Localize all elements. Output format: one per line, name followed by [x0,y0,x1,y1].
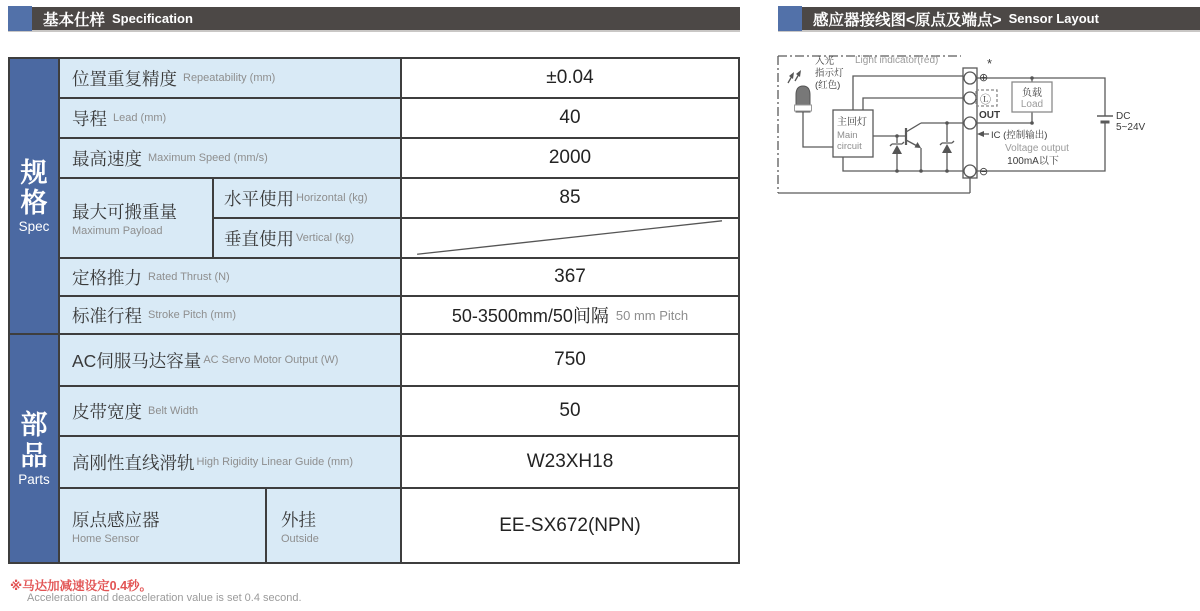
spec-header [8,7,740,32]
row-max-speed-value [400,137,740,179]
label-en: Stroke Pitch (mm) [148,309,237,321]
label-zh: AC伺服马达容量 [72,350,202,371]
row-payload-horizontal-label [212,177,402,219]
label-zh: 位置重复精度 [72,68,177,89]
row-payload-vertical-label [212,217,402,259]
value-text: 367 [554,266,586,287]
section-spec-label-en: Spec [18,219,50,235]
transistor-collector [906,123,921,132]
minus-rail [843,157,964,171]
value-text: 50 [559,400,581,421]
label-zh: 高刚性直线滑轨 [72,452,195,473]
footnote-zh: ※马达加减速设定0.4秒。 [10,579,153,593]
load-label-zh: 负载 [1022,88,1042,99]
section-parts-label-en: Parts [18,471,50,487]
terminal-out-circle [964,117,976,129]
sensor-header-title-zh: 感应器接线图<原点及端点> [813,11,1002,29]
row-servo-output-label [58,333,402,387]
current-limit-label: 100mA以下 [1007,156,1059,167]
value-text: 40 [559,107,581,128]
not-applicable-diagonal [402,219,738,257]
row-home-sensor-value [400,487,740,564]
row-stroke-pitch-value [400,295,740,335]
terminal-plus-circle [964,72,976,84]
value-text: 50-3500mm/50间隔 [451,306,609,326]
label-zh: 标准行程 [72,305,142,326]
label-en: Lead (mm) [113,112,167,124]
label-zh: 原点感应器 [72,509,160,530]
row-belt-width-label [58,385,402,437]
zener2-triangle [942,144,952,153]
row-max-speed-label [58,137,402,179]
dc-voltage-label: 5~24V [1116,122,1146,133]
spec-header-title-zh: 基本仕样 [43,11,106,29]
label-zh: 水平使用 [224,188,294,209]
main-circuit-label-en2: circuit [837,141,862,152]
label-zh: 最大可搬重量 [72,202,177,222]
label-en: Repeatability (mm) [183,72,276,84]
header-accent-square [778,6,802,31]
section-parts-label-zh: 部品 [20,410,48,471]
value-text: 750 [554,349,586,370]
row-rated-thrust-value [400,257,740,297]
terminal-star-label: * [987,56,993,71]
value-text: ±0.04 [546,67,594,88]
dc-label: DC [1116,111,1131,122]
label-zh: 最高速度 [72,148,142,169]
terminal-minus-label: ⊖ [979,166,989,178]
value-text: W23XH18 [526,451,614,472]
row-payload-horizontal-value [400,177,740,219]
row-home-sensor-mount-label [265,487,402,564]
row-repeatability-label [58,57,402,99]
led-label-line2: 指示灯 [815,68,844,79]
label-en: Horizontal (kg) [296,192,368,204]
label-en: Vertical (kg) [296,232,355,244]
ic-arrowhead [977,131,984,137]
led-wire [803,112,833,147]
value-text: 85 [559,187,581,208]
light-indicator-label: Light indicator(red) [855,55,939,66]
terminal-light-label: Ⓛ [980,94,991,106]
plus-rail [853,76,964,110]
label-en: Maximum Speed (mm/s) [148,152,268,164]
row-lead-label [58,97,402,139]
row-rated-thrust-label [58,257,402,297]
ic-output-label: IC (控制输出) [991,130,1048,141]
value-text: EE-SX672(NPN) [499,514,641,536]
label-en: Maximum Payload [72,225,163,237]
row-home-sensor-label [58,487,267,564]
label-en: Home Sensor [72,532,140,545]
value-text: 2000 [548,147,592,168]
sensor-header-title-en: Sensor Layout [1008,11,1099,26]
label-zh: 定格推力 [72,267,142,288]
spec-header-title-en: Specification [112,11,193,26]
value-text-en: 50 mm Pitch [615,307,689,323]
row-payload-vertical-value [400,217,740,259]
zener1-triangle [892,145,902,154]
row-belt-width-value [400,385,740,437]
row-lead-value [400,97,740,139]
sensor-layout-header [778,7,1200,32]
label-en: Rated Thrust (N) [148,271,230,283]
label-zh: 垂直使用 [224,228,294,249]
row-repeatability-value [400,57,740,99]
row-linear-guide-value [400,435,740,489]
label-zh: 皮带宽度 [72,401,142,422]
label-en: AC Servo Motor Output (W) [203,354,339,366]
label-en: High Rigidity Linear Guide (mm) [196,456,353,468]
voltage-output-label: Voltage output [1005,143,1069,154]
row-linear-guide-label [58,435,402,489]
row-servo-output-value [400,333,740,387]
led-label-line3: (红色) [815,80,841,91]
label-en: Outside [281,532,319,545]
main-circuit-label-zh: 主回灯 [837,117,867,128]
terminal-light-circle [964,92,976,104]
label-zh: 导程 [72,108,107,129]
load-label-en: Load [1020,99,1044,110]
row-stroke-pitch-label [58,295,402,335]
section-spec-label-zh: 规格 [20,157,48,218]
led-label-line1: 入光 [815,56,835,67]
terminal-plus-label: ⊕ [979,72,989,84]
light-rail [863,98,964,110]
row-payload-label [58,177,214,259]
spec-table [8,57,740,564]
led-indicator-icon [788,70,812,112]
terminal-out-label: OUT [979,110,1001,121]
label-en: Belt Width [148,405,199,417]
section-parts [8,333,60,564]
header-accent-square [8,6,32,31]
label-zh: 外挂 [281,509,316,530]
main-circuit-label-en1: Main [837,130,858,141]
terminal-minus-circle [964,165,976,177]
section-spec [8,57,60,335]
sensor-wiring-diagram [775,50,1200,200]
footnote-en: Acceleration and deacceleration value is set 0.4 second. [27,592,302,604]
